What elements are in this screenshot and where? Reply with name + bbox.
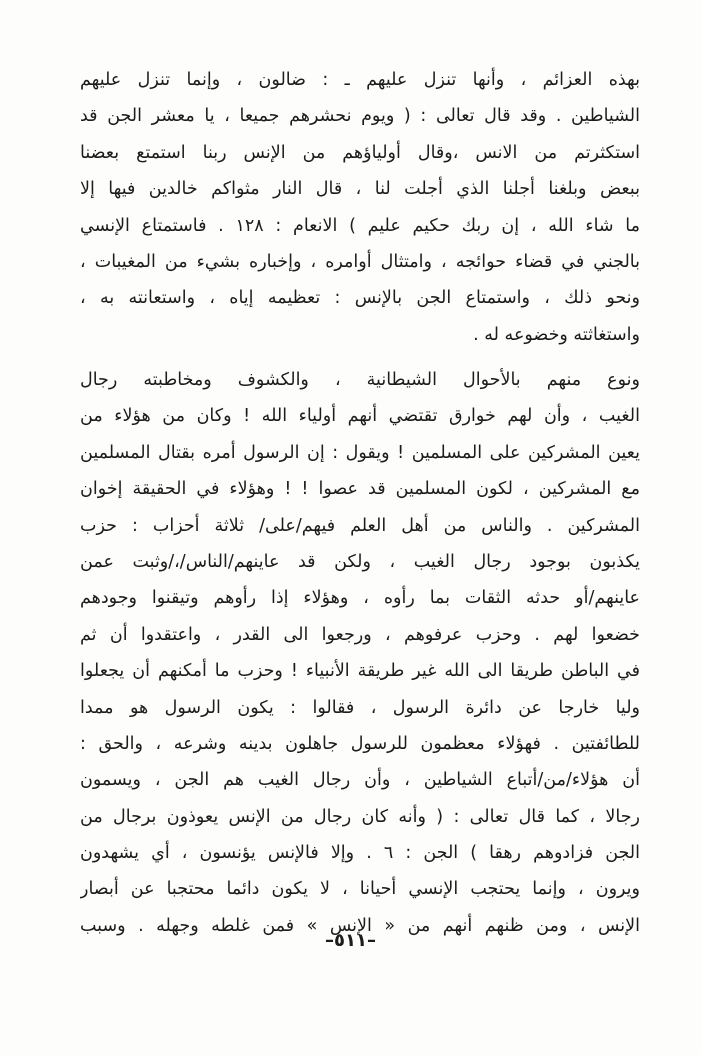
- text-line: بهذه العزائم ، وأنها تنزل عليهم ـ : ضالون ، وإنما تنزل عليهم: [80, 70, 640, 90]
- text-line: الجن فزادوهم رهقا ) الجن : ٦ . وإلا فالإنس يؤنسون ، أي يشهدون: [80, 843, 640, 864]
- text-line: الغيب ، وأن لهم خوارق تقتضي أنهم أولياء الله ! وكان من هؤلاء من: [80, 406, 640, 427]
- text-line: خضعوا لهم . وحزب عرفوهم ، ورجعوا الى القدر ، واعتقدوا أن ثم: [80, 624, 640, 645]
- paragraph-2: [80, 362, 640, 944]
- text-line: ما شاء الله ، إن ربك حكيم عليم ) الانعام : ١٢٨ . فاستمتاع الإنسي: [80, 215, 640, 236]
- page-number: –٥١١–: [325, 930, 376, 951]
- text-line: أن هؤلاء/من/أتباع الشياطين ، وأن رجال الغيب هم الجن ، ويسمون: [80, 770, 640, 791]
- text-line: استكثرتم من الانس ،وقال أولياؤهم من الإنس ربنا استمتع بعضنا: [80, 142, 640, 163]
- text-line: في الباطن طريقا الى الله غير طريقة الأنبياء ! وحزب ما أمكنهم أن يجعلوا: [80, 661, 640, 682]
- text-line: ونحو ذلك ، واستمتاع الجن بالإنس : تعظيمه إياه ، واستعانته به ،: [80, 288, 640, 309]
- text-line: ونوع منهم بالأحوال الشيطانية ، والكشوف ومخاطبته رجال: [80, 370, 640, 390]
- text-line: بالجني في قضاء حوائجه ، وامتثال أوامره ، وإخباره بشيء من المغيبات ،: [80, 251, 640, 272]
- text-line: الشياطين . وقد قال تعالى : ( ويوم نحشرهم جميعا ، يا معشر الجن قد: [80, 106, 640, 127]
- text-line: يكذبون بوجود رجال الغيب ، ولكن قد عاينهم/الناس/،/وثبت عمن: [80, 551, 640, 572]
- text-line: يعين المشركين على المسلمين ! ويقول : إن الرسول أمره بقتال المسلمين: [80, 442, 640, 463]
- text-line: المشركين . والناس من أهل العلم فيهم/على/ ثلاثة أحزاب : حزب: [80, 515, 640, 536]
- text-line: ويرون ، وإنما يحتجب الإنسي أحيانا ، لا يكون دائما محتجبا عن أبصار: [80, 879, 640, 900]
- text-line: الإنس ، ومن ظنهم أنهم من « الإنس » فمن غلطه وجهله . وسبب: [80, 915, 640, 936]
- text-line: مع المشركين ، لكون المسلمين قد عصوا ! ! وهؤلاء في الحقيقة إخوان: [80, 479, 640, 500]
- paragraph-1: [80, 62, 640, 353]
- text-line: عاينهم/أو حدثه الثقات بما رأوه ، وهؤلاء إذا رأوهم وتيقنوا وجودهم: [80, 588, 640, 609]
- text-line: ببعض وبلغنا أجلنا الذي أجلت لنا ، قال النار مثواكم خالدين فيها إلا: [80, 179, 640, 200]
- text-line: للطائفتين . فهؤلاء معظمون للرسول جاهلون بدينه وشرعه ، والحق :: [80, 733, 640, 754]
- text-line: وليا خارجا عن دائرة الرسول ، فقالوا : يكون الرسول هو ممدا: [80, 697, 640, 718]
- text-line: رجالا ، كما قال تعالى : ( وأنه كان رجال من الإنس يعوذون برجال من: [80, 806, 640, 827]
- text-line: واستغاثته وخضوعه له .: [473, 324, 640, 345]
